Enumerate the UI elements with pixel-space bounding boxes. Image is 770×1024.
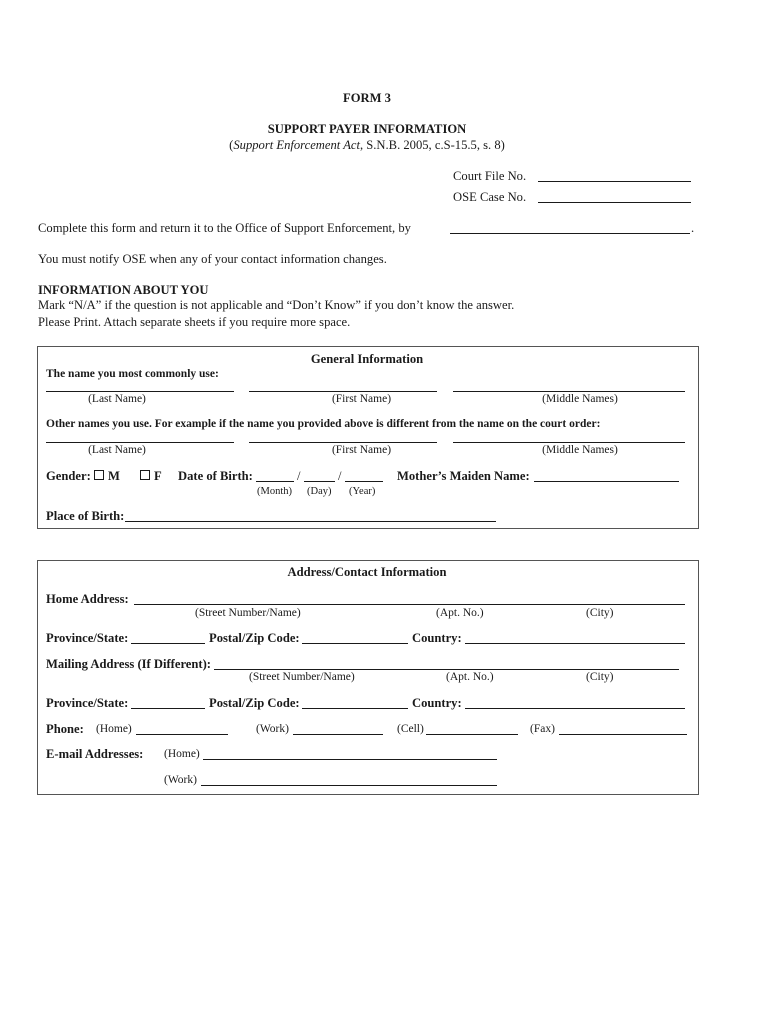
mailing-city-caption: (City): [586, 671, 614, 683]
birthplace-field[interactable]: [125, 521, 496, 522]
gender-f-option[interactable]: [140, 469, 162, 484]
home-city-caption: (City): [586, 607, 614, 619]
citation-open: (: [229, 138, 234, 152]
instruction-period: .: [691, 221, 695, 235]
other-first-name-caption: (First Name): [331, 444, 392, 456]
fax-field[interactable]: [559, 734, 687, 735]
email-work-label: (Work): [164, 774, 197, 786]
mailing-address-label: Mailing Address (If Different):: [46, 657, 211, 671]
maiden-name-field[interactable]: [534, 481, 679, 482]
ose-case-field[interactable]: [538, 202, 691, 203]
home-street-caption: (Street Number/Name): [195, 607, 301, 619]
fax-label: (Fax): [530, 723, 555, 735]
complete-instruction: Complete this form and return it to the Office of Support Enforcement, by: [38, 221, 411, 235]
cell-phone-label: (Cell): [397, 723, 424, 735]
home-apt-caption: (Apt. No.): [436, 607, 484, 619]
citation-act: Support Enforcement Act: [233, 138, 360, 152]
dob-month-field[interactable]: [256, 481, 294, 482]
section-heading: INFORMATION ABOUT YOU: [38, 283, 209, 297]
home-address-field[interactable]: [134, 604, 685, 605]
print-instruction: Please Print. Attach separate sheets if you require more space.: [38, 315, 351, 329]
work-phone-label: (Work): [256, 723, 289, 735]
checkbox-icon[interactable]: [140, 470, 150, 480]
other-last-name-caption: (Last Name): [88, 444, 146, 456]
other-middle-names-caption: (Middle Names): [542, 444, 618, 456]
form-title: SUPPORT PAYER INFORMATION: [267, 122, 467, 136]
home-address-label: Home Address:: [46, 592, 129, 606]
citation-rest: , S.N.B. 2005, c.S-15.5, s. 8): [359, 138, 505, 152]
dob-month-caption: (Month): [257, 486, 292, 497]
postal-field[interactable]: [302, 643, 408, 644]
gender-label: Gender:: [46, 469, 91, 483]
court-file-label: Court File No.: [453, 169, 527, 183]
mailing-country-field[interactable]: [465, 708, 685, 709]
mailing-province-label: Province/State:: [46, 696, 129, 710]
gender-m-option[interactable]: [94, 469, 120, 484]
phone-label: Phone:: [46, 722, 84, 736]
gender-m-label: M: [108, 469, 120, 483]
work-phone-field[interactable]: [293, 734, 383, 735]
middle-names-caption: (Middle Names): [542, 393, 618, 405]
maiden-name-label: Mother’s Maiden Name:: [397, 469, 530, 483]
notify-instruction: You must notify OSE when any of your contact information changes.: [38, 252, 387, 266]
cell-phone-field[interactable]: [426, 734, 518, 735]
home-phone-label: (Home): [96, 723, 132, 735]
mailing-postal-label: Postal/Zip Code:: [209, 696, 300, 710]
email-home-label: (Home): [164, 748, 200, 760]
birthplace-label: Place of Birth:: [46, 509, 125, 523]
mailing-country-label: Country:: [412, 696, 462, 710]
mailing-province-field[interactable]: [131, 708, 205, 709]
province-field[interactable]: [131, 643, 205, 644]
dob-day-field[interactable]: [304, 481, 335, 482]
checkbox-icon[interactable]: [94, 470, 104, 480]
email-work-field[interactable]: [201, 785, 497, 786]
na-instruction: Mark “N/A” if the question is not applicable and “Don’t Know” if you don’t know the answer.: [38, 298, 515, 312]
other-names-label: Other names you use. For example if the name you provided above is different from the name on the court order:: [46, 418, 601, 430]
last-name-caption: (Last Name): [88, 393, 146, 405]
home-phone-field[interactable]: [136, 734, 228, 735]
postal-label: Postal/Zip Code:: [209, 631, 300, 645]
country-field[interactable]: [465, 643, 685, 644]
province-label: Province/State:: [46, 631, 129, 645]
dob-day-caption: (Day): [307, 486, 332, 497]
dob-label: Date of Birth:: [178, 469, 253, 483]
first-name-caption: (First Name): [331, 393, 392, 405]
ose-case-label: OSE Case No.: [453, 190, 527, 204]
country-label: Country:: [412, 631, 462, 645]
gender-f-label: F: [154, 469, 162, 483]
dob-slash-2: /: [338, 469, 342, 483]
mailing-postal-field[interactable]: [302, 708, 408, 709]
address-title: Address/Contact Information: [287, 565, 447, 579]
common-name-label: The name you most commonly use:: [46, 368, 219, 380]
general-info-title: General Information: [310, 352, 424, 366]
email-home-field[interactable]: [203, 759, 497, 760]
dob-slash-1: /: [297, 469, 301, 483]
form-number: FORM 3: [343, 91, 391, 105]
dob-year-caption: (Year): [349, 486, 376, 497]
mailing-street-caption: (Street Number/Name): [249, 671, 355, 683]
mailing-apt-caption: (Apt. No.): [446, 671, 494, 683]
form-citation: [0, 138, 734, 153]
court-file-field[interactable]: [538, 181, 691, 182]
return-by-date-field[interactable]: [450, 233, 690, 234]
email-label: E-mail Addresses:: [46, 747, 144, 761]
dob-year-field[interactable]: [345, 481, 383, 482]
